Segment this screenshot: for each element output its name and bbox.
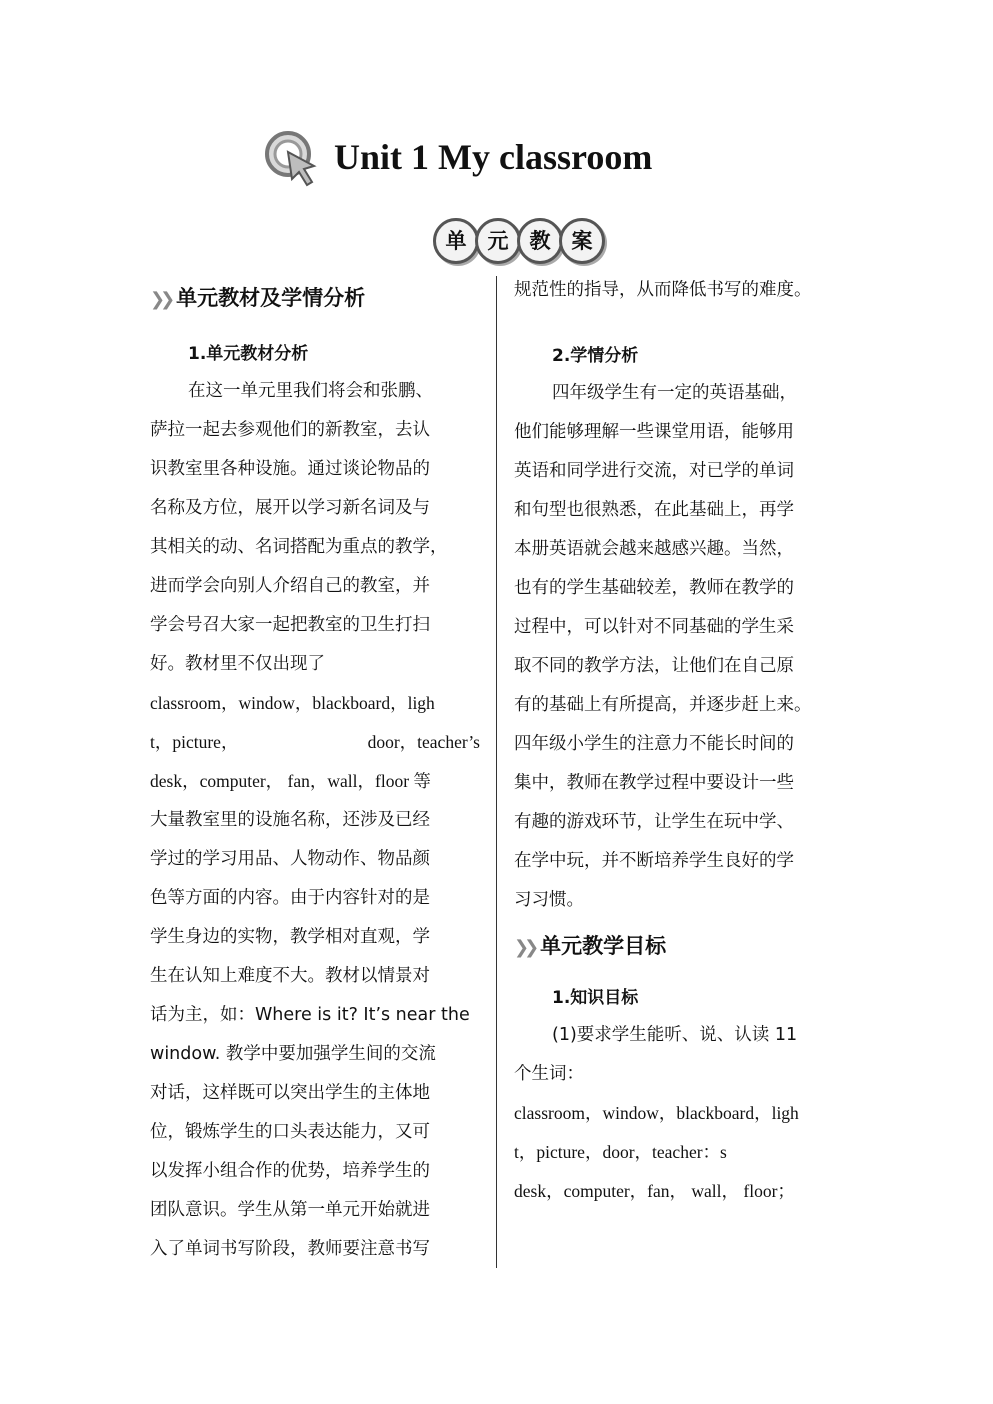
text-line: 色等方面的内容。由于内容针对的是 (150, 888, 430, 908)
text-line: 进而学会向别人介绍自己的教室，并 (150, 576, 430, 596)
text-line: 在这一单元里我们将会和张鹏、 (188, 381, 433, 401)
text-line: t，picture，door，teacher：s (514, 1142, 727, 1162)
section-heading: ❯❯ 单元教学目标 (514, 934, 667, 958)
text-line: 英语和同学进行交流，对已学的单词 (514, 461, 794, 481)
text-line: 集中，教师在教学过程中要设计一些 (514, 773, 794, 793)
text-line: 个生词： (514, 1064, 584, 1084)
text-line: 学过的学习用品、人物动作、物品颜 (150, 849, 430, 869)
double-chevron-icon: ❯❯ (150, 289, 171, 310)
text-line: 和句型也很熟悉，在此基础上，再学 (514, 500, 794, 520)
text-line: 以发挥小组合作的优势，培养学生的 (150, 1161, 430, 1181)
text-line: 有的基础上有所提高，并逐步赶上来。 (514, 695, 812, 715)
sub-heading: 2.学情分析 (552, 346, 639, 366)
unit-lesson-plan-badge (433, 214, 603, 266)
text-line: window. 教学中要加强学生间的交流 (150, 1044, 436, 1064)
text-line: 好。教材里不仅出现了 (150, 654, 325, 674)
text-line: 规范性的指导，从而降低书写的难度。 (514, 280, 812, 300)
text-line: 位，锻炼学生的口头表达能力，又可 (150, 1122, 430, 1142)
double-chevron-icon: ❯❯ (514, 937, 535, 958)
badge-char: 元 (475, 218, 521, 264)
title-block (262, 128, 742, 192)
text-line: 学会号召大家一起把教室的卫生打扫 (150, 615, 430, 635)
text-line: 团队意识。学生从第一单元开始就进 (150, 1200, 430, 1220)
magnifier-cursor-icon (262, 128, 324, 190)
right-column (514, 276, 848, 1211)
text-line: 也有的学生基础较差，教师在教学的 (514, 578, 794, 598)
text-line: 名称及方位，展开以学习新名词及与 (150, 498, 430, 518)
text-line: 在学中玩，并不断培养学生良好的学 (514, 851, 794, 871)
left-column (150, 276, 480, 1269)
text-line: 习习惯。 (514, 890, 584, 910)
text-line: classroom，window，blackboard，ligh (150, 693, 435, 713)
column-divider (496, 276, 497, 1268)
sub-heading: 1.单元教材分析 (188, 344, 309, 364)
text-line: (1)要求学生能听、说、认读 11 (552, 1025, 798, 1045)
text-line: 四年级小学生的注意力不能长时间的 (514, 734, 794, 754)
text-line: desk，computer，fan， wall， floor； (514, 1181, 795, 1201)
text-line: 四年级学生有一定的英语基础， (552, 383, 797, 403)
text-line: 过程中，可以针对不同基础的学生采 (514, 617, 794, 637)
text-line: 对话，这样既可以突出学生的主体地 (150, 1083, 430, 1103)
text-line: 有趣的游戏环节，让学生在玩中学、 (514, 812, 794, 832)
text-line: 话为主，如：Where is it? It’s near the (150, 1005, 470, 1025)
badge-char: 案 (559, 218, 605, 264)
text-line: 生在认知上难度不大。教材以情景对 (150, 966, 430, 986)
text-line: 学生身边的实物，教学相对直观，学 (150, 927, 430, 947)
badge-char: 教 (517, 218, 563, 264)
page-title: Unit 1 My classroom (334, 137, 653, 177)
text-line: 取不同的教学方法，让他们在自己原 (514, 656, 794, 676)
text-line: 本册英语就会越来越感兴趣。当然， (514, 539, 794, 559)
text-line: classroom，window，blackboard，ligh (514, 1103, 799, 1123)
badge-char: 单 (433, 218, 479, 264)
section-heading: ❯❯ 单元教材及学情分析 (150, 286, 366, 310)
text-line: 大量教室里的设施名称，还涉及已经 (150, 810, 430, 830)
text-line: 识教室里各种设施。通过谈论物品的 (150, 459, 430, 479)
text-line: t，picture， door，teacher’s (150, 732, 480, 752)
text-line: 萨拉一起去参观他们的新教室，去认 (150, 420, 430, 440)
sub-heading: 1.知识目标 (552, 988, 639, 1008)
text-line: 入了单词书写阶段，教师要注意书写 (150, 1239, 430, 1259)
text-line: desk，computer， fan，wall，floor 等 (150, 771, 431, 791)
text-line: 他们能够理解一些课堂用语，能够用 (514, 422, 794, 442)
text-line: 其相关的动、名词搭配为重点的教学， (150, 537, 448, 557)
